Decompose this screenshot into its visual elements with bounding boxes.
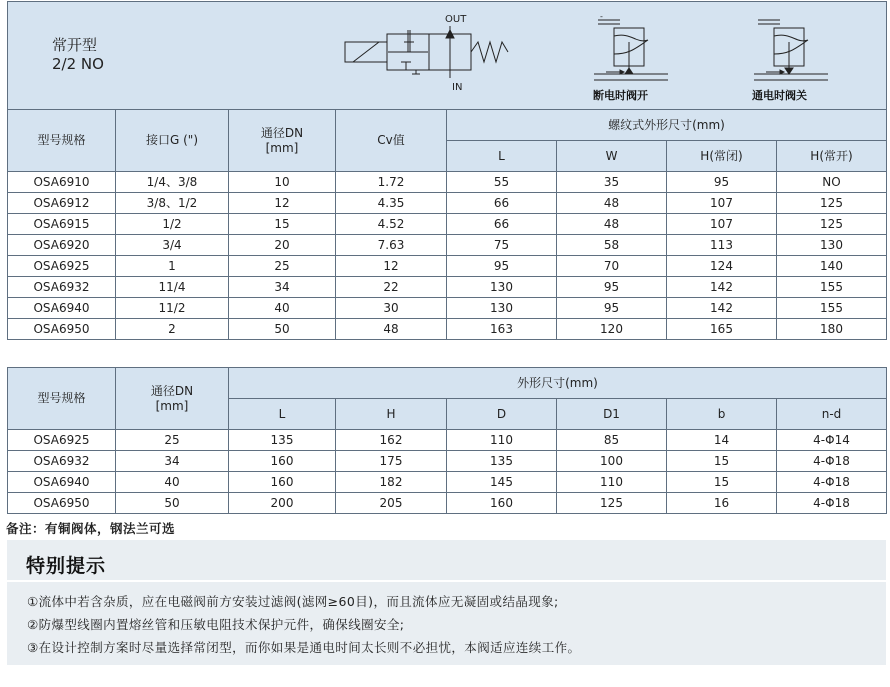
table-cell: 11/4 — [116, 277, 229, 298]
table-cell: 113 — [667, 235, 777, 256]
col-b: b — [667, 399, 777, 430]
table-cell: 162 — [336, 430, 447, 451]
table-cell: 70 — [557, 256, 667, 277]
col-cv: Cv值 — [336, 110, 447, 172]
col-h: H — [336, 399, 447, 430]
table-cell: 125 — [777, 214, 887, 235]
table-cell: 50 — [116, 493, 229, 514]
table-cell: 75 — [447, 235, 557, 256]
table-cell: 55 — [447, 172, 557, 193]
table-cell: 140 — [777, 256, 887, 277]
table-row — [8, 235, 887, 256]
table-cell: 16 — [667, 493, 777, 514]
table-cell: 2 — [116, 319, 229, 340]
tip-line-1: ①流体中若含杂质，应在电磁阀前方安装过滤阀(滤网≥60目)，而且流体应无凝固或结晶现象; — [27, 594, 559, 609]
table-cell: 7.63 — [336, 235, 447, 256]
table-cell: OSA6932 — [8, 277, 116, 298]
table-cell: 180 — [777, 319, 887, 340]
table-cell: 48 — [557, 214, 667, 235]
table2-body — [8, 430, 887, 514]
table-cell: 160 — [229, 451, 336, 472]
table-cell: OSA6940 — [8, 298, 116, 319]
tips-title: 特别提示 — [26, 555, 107, 577]
table-cell: 160 — [447, 493, 557, 514]
table-cell: 4.52 — [336, 214, 447, 235]
table-cell: 12 — [229, 193, 336, 214]
table-cell: 142 — [667, 298, 777, 319]
table-cell: 25 — [116, 430, 229, 451]
table-cell: 48 — [336, 319, 447, 340]
tip-line-2: ②防爆型线圈内置熔丝管和压敏电阻技术保护元件，确保线圈安全; — [27, 617, 405, 632]
table-cell: 130 — [777, 235, 887, 256]
table-cell: 11/2 — [116, 298, 229, 319]
table-cell: 40 — [229, 298, 336, 319]
table-cell: 110 — [447, 430, 557, 451]
out-port-label: OUT — [445, 14, 467, 25]
col-model: 型号规格 — [8, 110, 116, 172]
table-cell: 95 — [667, 172, 777, 193]
table-cell: 4-Φ18 — [777, 451, 887, 472]
table-cell: 1/4、3/8 — [116, 172, 229, 193]
col-d1: D1 — [557, 399, 667, 430]
table-cell: 40 — [116, 472, 229, 493]
table-cell: 110 — [557, 472, 667, 493]
col-l: L — [447, 141, 557, 172]
col-n-d: n-d — [777, 399, 887, 430]
valve-symbol-band — [8, 2, 887, 110]
table-cell: 120 — [557, 319, 667, 340]
energized-valve-icon — [754, 20, 828, 80]
col-l: L — [229, 399, 336, 430]
table-row — [8, 451, 887, 472]
table-cell: OSA6912 — [8, 193, 116, 214]
table-cell: 20 — [229, 235, 336, 256]
table-cell: 130 — [447, 298, 557, 319]
table-cell: 48 — [557, 193, 667, 214]
table-cell: 182 — [336, 472, 447, 493]
table-row — [8, 277, 887, 298]
material-note: 备注：有铜阀体，钢法兰可选 — [6, 521, 176, 536]
table-cell: 66 — [447, 214, 557, 235]
table-cell: 50 — [229, 319, 336, 340]
table-cell: 124 — [667, 256, 777, 277]
svg-text:-: - — [600, 12, 603, 21]
col-group-threaded-dims: 螺纹式外形尺寸(mm) — [447, 110, 887, 141]
table-cell: OSA6940 — [8, 472, 116, 493]
tips-divider — [7, 580, 886, 582]
table-cell: 4-Φ14 — [777, 430, 887, 451]
table-cell: 1/2 — [116, 214, 229, 235]
table-cell: 100 — [557, 451, 667, 472]
table-cell: 1.72 — [336, 172, 447, 193]
table-cell: 15 — [667, 472, 777, 493]
table-cell: 135 — [447, 451, 557, 472]
col-port: 接口G (") — [116, 110, 229, 172]
table-cell: 10 — [229, 172, 336, 193]
table-cell: 95 — [447, 256, 557, 277]
table-cell: 4-Φ18 — [777, 493, 887, 514]
table-row — [8, 493, 887, 514]
table-cell: 1 — [116, 256, 229, 277]
table-cell: 145 — [447, 472, 557, 493]
table-cell: OSA6950 — [8, 493, 116, 514]
table-cell: 14 — [667, 430, 777, 451]
table-cell: 25 — [229, 256, 336, 277]
table-cell: 30 — [336, 298, 447, 319]
table-row — [8, 214, 887, 235]
table-cell: 15 — [229, 214, 336, 235]
col-dn: 通径DN [mm] — [116, 368, 229, 430]
table-cell: 85 — [557, 430, 667, 451]
table-row — [8, 472, 887, 493]
col-model: 型号规格 — [8, 368, 116, 430]
col-w: W — [557, 141, 667, 172]
table-cell: 205 — [336, 493, 447, 514]
specs-table-threaded — [7, 1, 887, 340]
col-group-dims: 外形尺寸(mm) — [229, 368, 887, 399]
table-cell: NO — [777, 172, 887, 193]
col-dn: 通径DN [mm] — [229, 110, 336, 172]
specs-table-flanged — [7, 367, 887, 514]
table-cell: 35 — [557, 172, 667, 193]
table-cell: 95 — [557, 298, 667, 319]
table1-body — [8, 172, 887, 340]
table-cell: 22 — [336, 277, 447, 298]
table-cell: OSA6925 — [8, 430, 116, 451]
valve-type-code: 2/2 NO — [52, 55, 104, 73]
table-cell: 107 — [667, 193, 777, 214]
table-cell: 142 — [667, 277, 777, 298]
table-cell: 12 — [336, 256, 447, 277]
table-cell: 107 — [667, 214, 777, 235]
energized-caption: 通电时阀关 — [752, 89, 807, 102]
table-cell: OSA6932 — [8, 451, 116, 472]
table-cell: 34 — [229, 277, 336, 298]
table-row — [8, 319, 887, 340]
in-port-label: IN — [452, 82, 463, 93]
valve-schematic-symbols — [8, 2, 887, 110]
table-cell: OSA6910 — [8, 172, 116, 193]
table-cell: 163 — [447, 319, 557, 340]
table-cell: 4.35 — [336, 193, 447, 214]
col-h-nc: H(常闭) — [667, 141, 777, 172]
table-row — [8, 256, 887, 277]
table-row — [8, 193, 887, 214]
table-cell: 165 — [667, 319, 777, 340]
solenoid-valve-symbol — [345, 26, 508, 78]
special-tips-panel — [7, 540, 886, 665]
table-cell: 95 — [557, 277, 667, 298]
col-d: D — [447, 399, 557, 430]
table-cell: 66 — [447, 193, 557, 214]
table-row — [8, 298, 887, 319]
table-row — [8, 172, 887, 193]
valve-type-name: 常开型 — [52, 36, 98, 54]
table-cell: 58 — [557, 235, 667, 256]
table-cell: 125 — [777, 193, 887, 214]
table-cell: OSA6925 — [8, 256, 116, 277]
table-cell: 3/8、1/2 — [116, 193, 229, 214]
table-cell: 135 — [229, 430, 336, 451]
table-cell: OSA6950 — [8, 319, 116, 340]
table-cell: 160 — [229, 472, 336, 493]
table-row — [8, 430, 887, 451]
table-cell: OSA6920 — [8, 235, 116, 256]
table-cell: 4-Φ18 — [777, 472, 887, 493]
col-h-no: H(常开) — [777, 141, 887, 172]
table-cell: 200 — [229, 493, 336, 514]
table-cell: 175 — [336, 451, 447, 472]
table-cell: 125 — [557, 493, 667, 514]
table-cell: 15 — [667, 451, 777, 472]
table-cell: 155 — [777, 277, 887, 298]
table-cell: 34 — [116, 451, 229, 472]
tip-line-3: ③在设计控制方案时尽量选择常闭型，而你如果是通电时间太长则不必担忧，本阀适应连续工作。 — [27, 640, 581, 655]
table-cell: 3/4 — [116, 235, 229, 256]
table-cell: 155 — [777, 298, 887, 319]
table-cell: OSA6915 — [8, 214, 116, 235]
deenergized-valve-icon — [594, 12, 668, 80]
table-cell: 130 — [447, 277, 557, 298]
deenergized-caption: 断电时阀开 — [593, 89, 648, 102]
